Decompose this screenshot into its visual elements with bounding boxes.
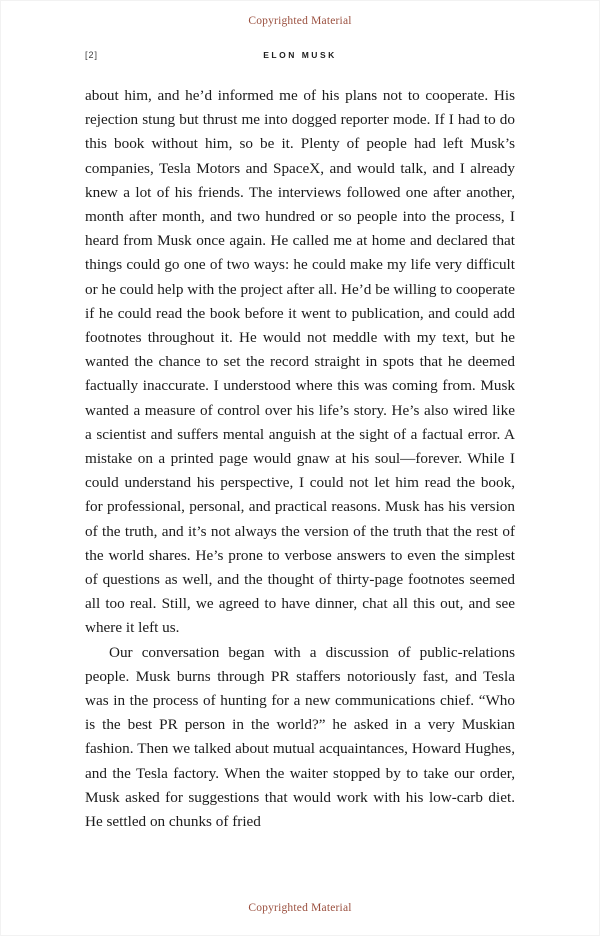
page-number: [2] bbox=[85, 50, 99, 60]
paragraph: Our conversation began with a discussion of public-relations people. Musk burns through PR staffers notoriously fast, and Tesla was in the process of hunting for a new communications chief. “Who is the best PR person in the world?” he asked in a very Muskian fashion. Then we talked about mutual acquaintances, Howard Hughes, and the Tesla factory. When the waiter stopped by to take our order, Musk asked for suggestions that would work with his low-carb diet. He settled on chunks of fried bbox=[85, 643, 515, 831]
copyright-notice-top: Copyrighted Material bbox=[248, 15, 352, 27]
copyright-notice-bottom: Copyrighted Material bbox=[248, 902, 352, 914]
page-header bbox=[85, 50, 515, 64]
body-text bbox=[85, 84, 515, 834]
running-header-title: ELON MUSK bbox=[263, 50, 337, 60]
paragraph: about him, and he’d informed me of his plans not to cooperate. His rejection stung but thrust me into dogged reporter mode. If I had to do this book without him, so be it. Plenty of people had left Musk’s companies, Tesla Motors and SpaceX, and would talk, and I already knew a lot of his friends. The interviews followed one after another, month after month, and two hundred or so people into the process, I heard from Musk once again. He called me at home and declared that things could go one of two ways: he could make my life very difficult or he could help with the project after all. He’d be willing to cooperate if he could read the book before it went to publication, and could add footnotes throughout it. He would not meddle with my text, but he wanted the chance to set the record straight in spots that he deemed factually inaccurate. I understood where this was coming from. Musk wanted a measure of control over his life’s story. He’s also wired like a scientist and suffers mental anguish at the sight of a factual error. A mistake on a printed page would gnaw at his soul—forever. While I could understand his perspective, I could not let him read the book, for professional, personal, and practical reasons. Musk has his version of the truth, and it’s not always the version of the truth that the rest of the world shares. He’s prone to verbose answers to even the simplest of questions as well, and the thought of thirty-page footnotes seemed all too real. Still, we agreed to have dinner, chat all this out, and see where it left us. bbox=[85, 87, 515, 637]
